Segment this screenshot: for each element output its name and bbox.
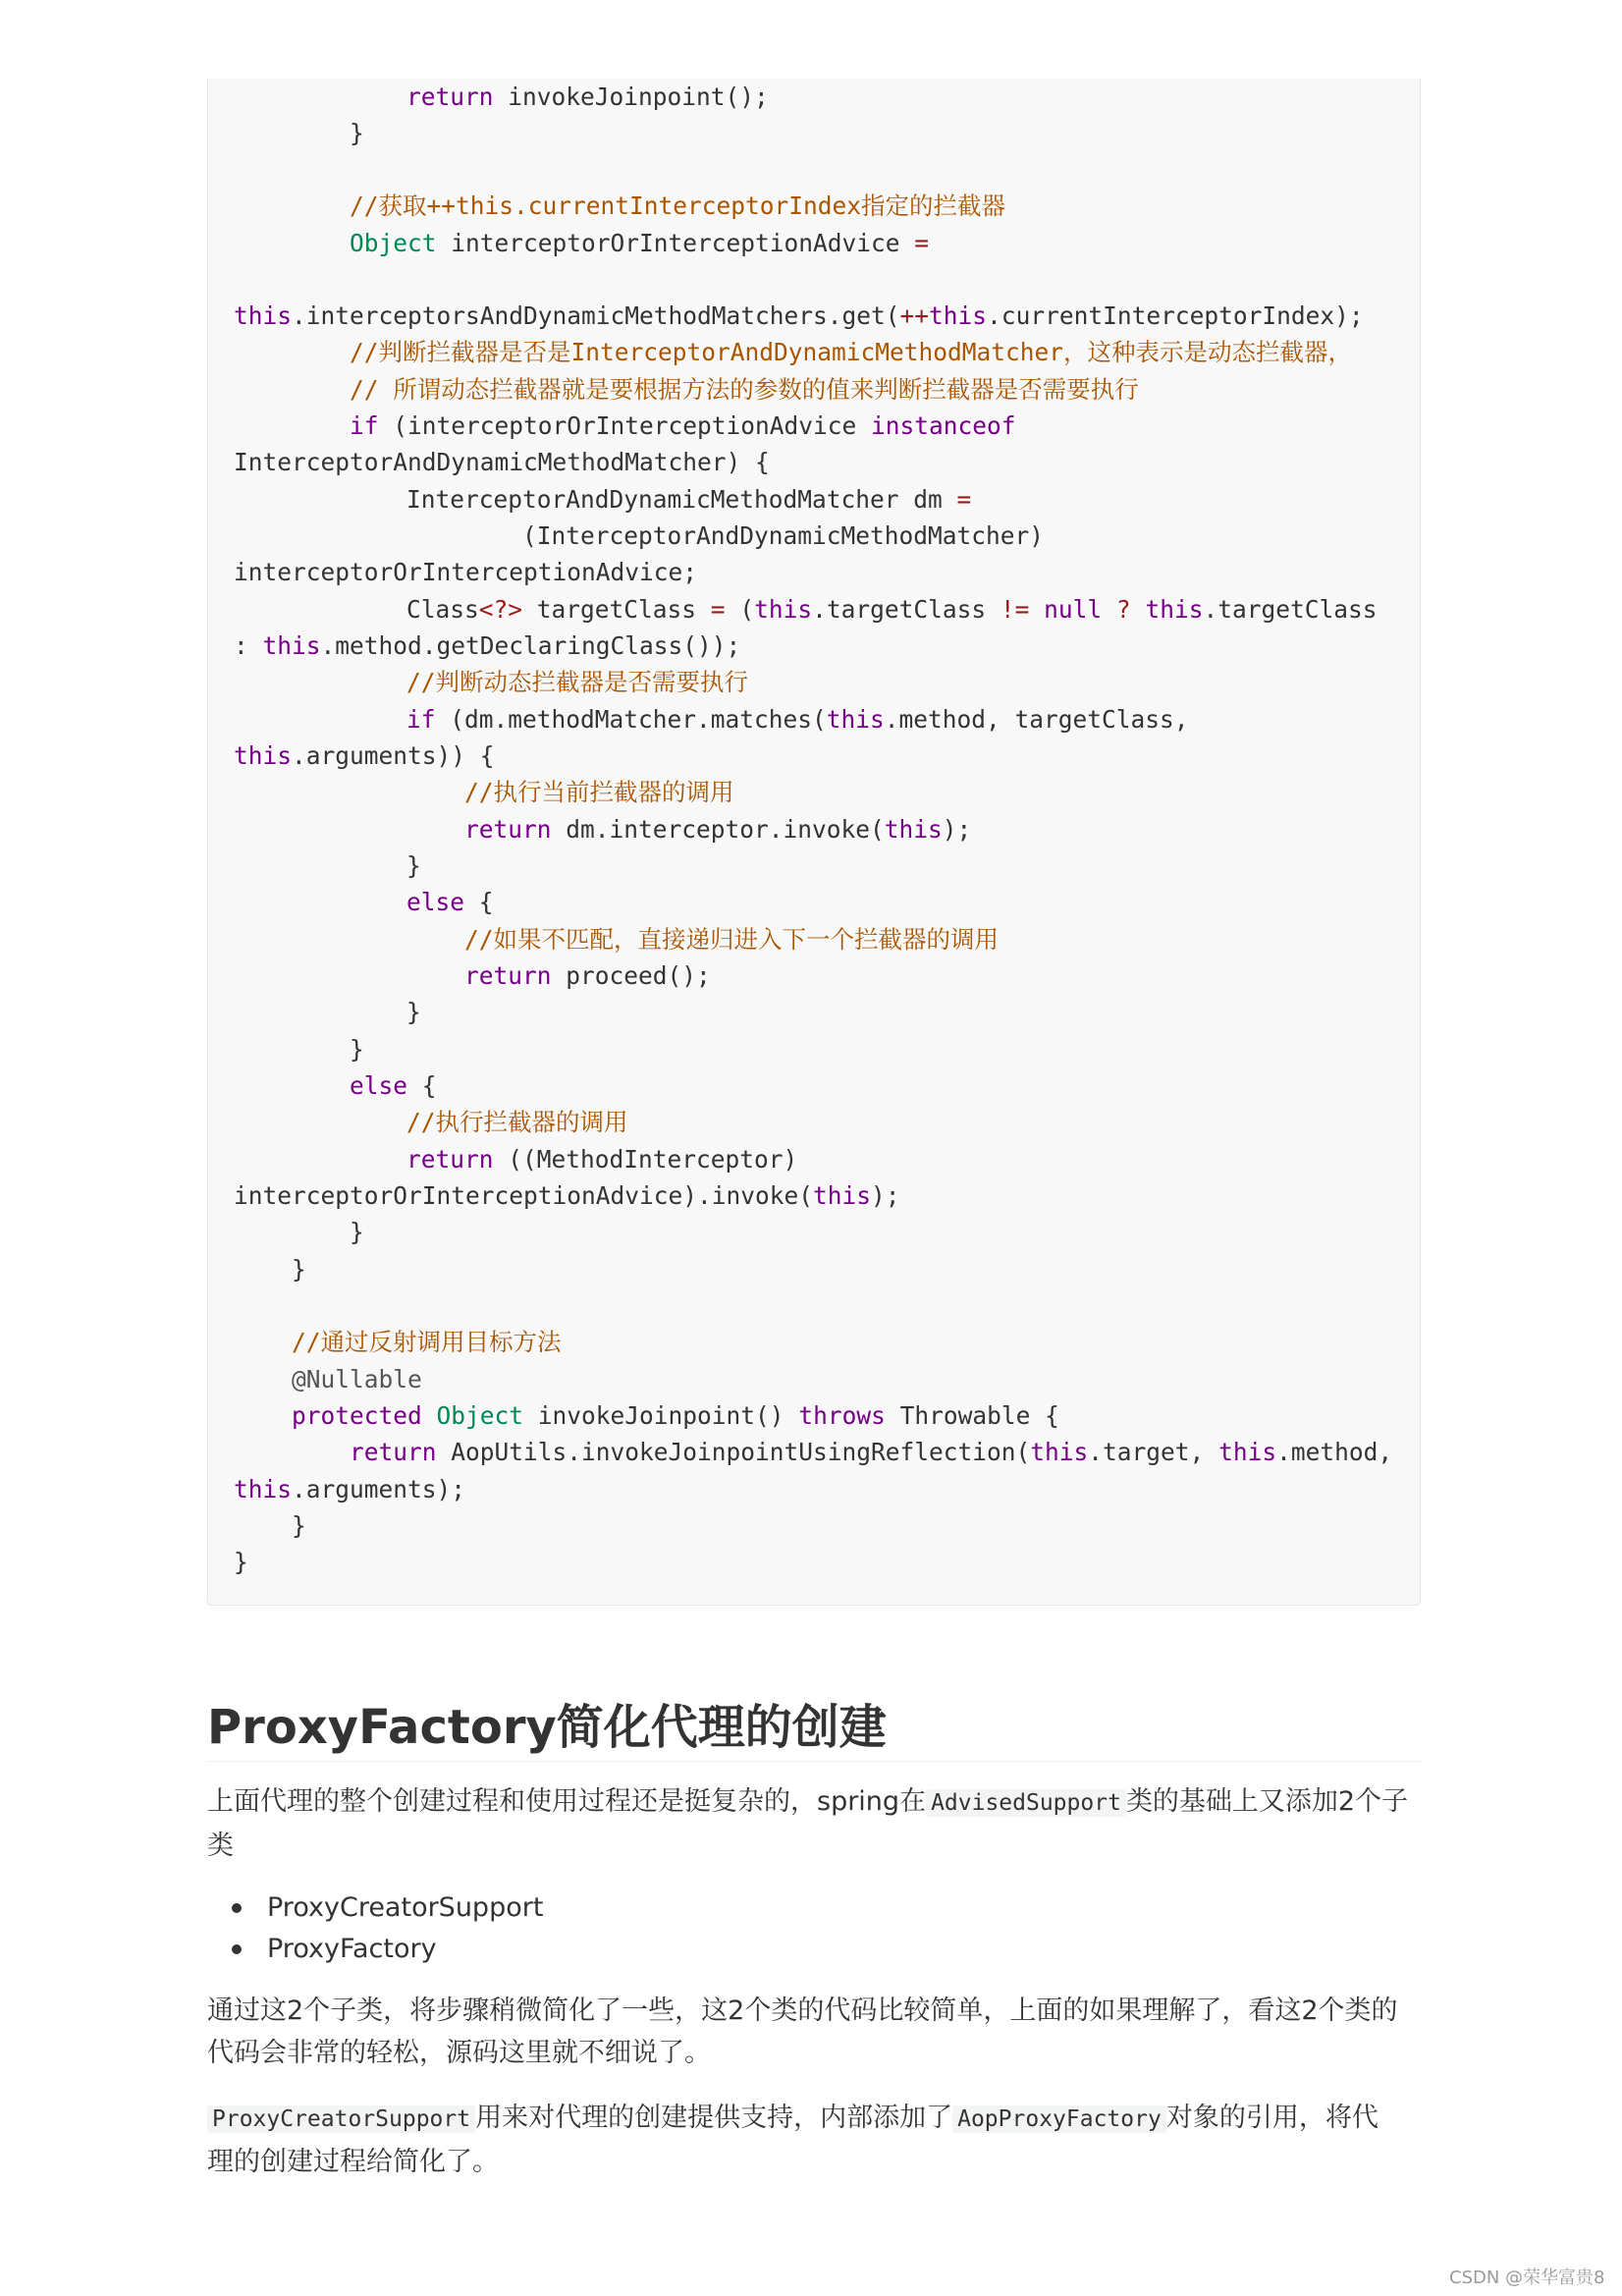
code-line <box>464 811 971 847</box>
paragraph-text: 通过这2个子类，将步骤稍微简化了一些，这2个类的代码比较简单，上面的如果理解了，看这2个类的 <box>207 1995 1398 2026</box>
code-text: targetClass <box>522 595 711 624</box>
paragraph-text: 代码会非常的轻松，源码这里就不细说了。 <box>207 2038 711 2068</box>
paragraph-text: 类的基础上又添加2个子 <box>1125 1786 1409 1817</box>
code-text: ); <box>942 815 972 844</box>
code-annotation: @Nullable <box>292 1365 422 1394</box>
section-heading: ProxyFactory简化代理的创建 <box>207 1694 1421 1762</box>
code-operator: != <box>1000 595 1030 624</box>
code-text: .method, <box>1276 1438 1393 1466</box>
code-text: interceptorOrInterceptionAdvice).invoke( <box>234 1181 814 1210</box>
code-line: } <box>350 119 364 147</box>
code-comment: //如果不匹配，直接递归进入下一个拦截器的调用 <box>464 925 999 954</box>
code-keyword: this <box>884 815 943 844</box>
code-line <box>234 298 1364 334</box>
code-keyword: this <box>826 705 885 734</box>
code-line: (InterceptorAndDynamicMethodMatcher) <box>522 521 1045 550</box>
code-operator: ? <box>1115 595 1131 624</box>
paragraph-text: 上面代理的整个创建过程和使用过程还是挺复杂的，spring在 <box>207 1786 927 1817</box>
code-line: InterceptorAndDynamicMethodMatcher) { <box>234 448 770 476</box>
code-text: { <box>407 1071 437 1100</box>
paragraph-text: 对象的引用，将代 <box>1165 2103 1379 2133</box>
code-text: .interceptorsAndDynamicMethodMatchers.get( <box>292 301 900 330</box>
code-keyword: this <box>929 301 988 330</box>
code-keyword: return <box>464 961 552 990</box>
code-text: Class <box>406 595 479 624</box>
code-comment: //判断拦截器是否是InterceptorAndDynamicMethodMatcher，这种表示是动态拦截器， <box>350 338 1353 366</box>
code-text: .arguments)) { <box>292 741 495 770</box>
code-keyword: else <box>350 1071 408 1100</box>
paragraph-text: 理的创建过程给简化了。 <box>207 2147 499 2177</box>
code-operator: = <box>956 485 972 514</box>
code-line: } <box>292 1255 306 1284</box>
code-text <box>422 1401 437 1430</box>
code-line <box>350 1434 1392 1470</box>
code-text: .targetClass <box>812 595 1000 624</box>
code-line: } <box>350 1218 364 1246</box>
code-line <box>234 738 495 774</box>
bullet-icon <box>232 1903 242 1913</box>
code-comment: //通过反射调用目标方法 <box>292 1328 562 1356</box>
code-keyword: this <box>234 1475 293 1503</box>
bullet-icon <box>232 1944 242 1954</box>
code-text: ); <box>871 1181 900 1210</box>
code-line <box>406 79 769 115</box>
code-text: invokeJoinpoint(); <box>493 82 769 111</box>
code-keyword: this <box>1030 1438 1089 1466</box>
inline-code: AdvisedSupport <box>926 1789 1126 1817</box>
code-keyword: protected <box>292 1401 422 1430</box>
code-line: } <box>234 1548 248 1576</box>
code-comment: // 所谓动态拦截器就是要根据方法的参数的值来判断拦截器是否需要执行 <box>350 375 1139 404</box>
code-text: .targetClass <box>1203 595 1378 624</box>
code-text <box>1131 595 1146 624</box>
inline-code: ProxyCreatorSupport <box>207 2105 475 2133</box>
code-line <box>406 701 1189 738</box>
code-text: (interceptorOrInterceptionAdvice <box>378 411 872 440</box>
code-line: } <box>406 998 421 1026</box>
code-text: interceptorOrInterceptionAdvice <box>436 229 915 257</box>
code-line <box>406 591 1377 628</box>
code-line <box>234 628 740 664</box>
code-keyword: return <box>406 1145 494 1174</box>
code-line: } <box>292 1511 306 1540</box>
list-item: ProxyCreatorSupport <box>267 1892 544 1923</box>
code-keyword: this <box>234 741 293 770</box>
code-line <box>406 481 971 518</box>
code-operator: <?> <box>478 595 523 624</box>
code-line: } <box>406 851 421 880</box>
code-line <box>350 225 929 261</box>
code-text: .method.getDeclaringClass()); <box>320 631 741 660</box>
code-text: : <box>234 631 263 660</box>
code-text: proceed(); <box>551 961 711 990</box>
code-text <box>1029 595 1044 624</box>
code-comment: //判断动态拦截器是否需要执行 <box>406 668 748 696</box>
code-keyword: this <box>262 631 321 660</box>
code-comment: //获取++this.currentInterceptorIndex指定的拦截器 <box>350 191 1006 220</box>
code-keyword: throws <box>798 1401 886 1430</box>
code-comment: //执行当前拦截器的调用 <box>464 778 734 806</box>
code-line <box>292 1397 1059 1434</box>
code-comment: //执行拦截器的调用 <box>406 1108 628 1136</box>
code-operator: = <box>914 229 930 257</box>
code-text: invokeJoinpoint() <box>523 1401 799 1430</box>
code-block <box>207 79 1421 1606</box>
code-text: { <box>464 888 494 916</box>
code-text: Throwable { <box>885 1401 1059 1430</box>
paragraph-text: 用来对代理的创建提供支持，内部添加了 <box>475 2103 953 2133</box>
code-text: .currentInterceptorIndex); <box>987 301 1364 330</box>
list-item: ProxyFactory <box>267 1934 437 1964</box>
code-text: ((MethodInterceptor) <box>493 1145 798 1174</box>
code-line <box>464 957 711 994</box>
inline-code: AopProxyFactory <box>952 2105 1166 2133</box>
code-line: interceptorOrInterceptionAdvice; <box>234 558 698 586</box>
paragraph-text: 类 <box>207 1831 234 1861</box>
code-keyword: return <box>464 815 552 844</box>
code-keyword: else <box>406 888 465 916</box>
csdn-watermark: CSDN @荣华富贵8 <box>1449 2268 1605 2288</box>
code-line <box>406 884 494 920</box>
code-keyword: return <box>406 82 494 111</box>
code-keyword: instanceof <box>871 411 1016 440</box>
code-keyword: this <box>754 595 813 624</box>
code-text <box>1102 595 1116 624</box>
code-operator: ++ <box>899 301 930 330</box>
code-keyword: this <box>813 1181 872 1210</box>
code-keyword: if <box>350 411 379 440</box>
code-operator: = <box>710 595 726 624</box>
code-keyword: this <box>1218 1438 1277 1466</box>
code-keyword: this <box>1145 595 1204 624</box>
code-line: } <box>350 1035 364 1064</box>
code-text: (dm.methodMatcher.matches( <box>435 705 827 734</box>
code-text: dm.interceptor.invoke( <box>551 815 885 844</box>
code-text: .arguments); <box>292 1475 466 1503</box>
code-line <box>234 1471 465 1507</box>
code-line <box>350 408 1016 444</box>
code-text: .target, <box>1088 1438 1219 1466</box>
code-literal: null <box>1044 595 1103 624</box>
code-line <box>234 1177 900 1214</box>
code-line <box>406 1141 797 1177</box>
code-keyword: return <box>350 1438 437 1466</box>
code-text: .method, targetClass, <box>884 705 1189 734</box>
paragraph-intro <box>207 1780 1425 1867</box>
code-text: InterceptorAndDynamicMethodMatcher dm <box>406 485 957 514</box>
code-text: AopUtils.invokeJoinpointUsingReflection( <box>436 1438 1031 1466</box>
code-type: Object <box>350 229 437 257</box>
paragraph-summary <box>207 1990 1425 2074</box>
code-keyword: this <box>234 301 293 330</box>
code-keyword: if <box>406 705 436 734</box>
code-text: ( <box>725 595 755 624</box>
paragraph-proxy-creator-support <box>207 2097 1425 2183</box>
code-type: Object <box>436 1401 524 1430</box>
code-line <box>350 1067 437 1104</box>
